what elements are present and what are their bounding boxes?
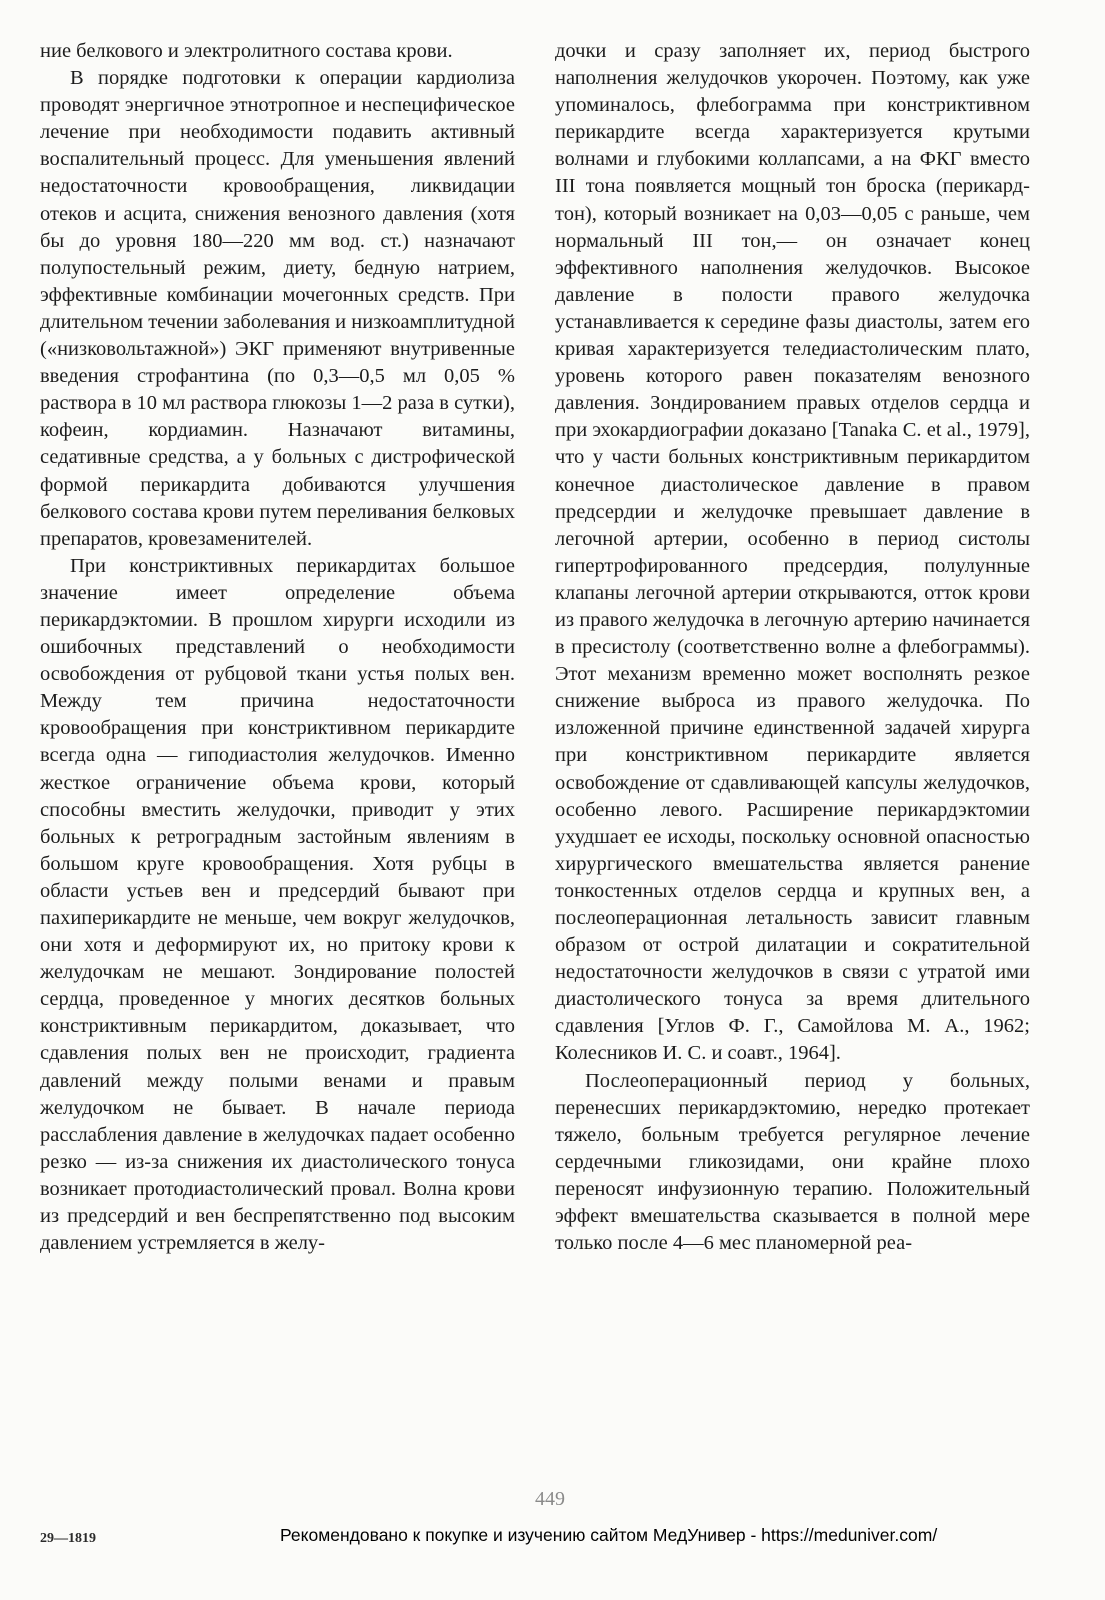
right-text-column bbox=[555, 38, 1030, 1257]
page-number: 449 bbox=[535, 1488, 565, 1510]
paragraph-continued-right: дочки и сразу заполняет их, период быстрого наполнения желудочков укорочен. Поэтому, как уже упоминалось, флебограмма при констриктивном перикардите всегда характеризуется крутыми волнами и глубокими коллапсами, а на ФКГ вместо III тона появляется мощный тон броска (перикард-тон), который возникает на 0,03—0,05 с раньше, чем нормальный III тон,— он означает конец эффективного наполнения желудочков. Высокое давление в полости правого желудочка устанавливается к середине фазы диастолы, затем его кривая характеризуется теледиастолическим плато, уровень которого равен показателям венозного давления. Зондированием правых отделов сердца и при эхокардиографии доказано [Tanaka C. et al., 1979], что у части больных констриктивным перикардитом конечное диастолическое давление в правом предсердии и желудочке превышает давление в легочной артерии, особенно в период систолы гипертрофированного предсердия, полулунные клапаны легочной артерии открываются, отток крови из правого желудочка в легочную артерию начинается в пресистолу (соответственно волне a флебограммы). Этот механизм временно может восполнять резкое снижение выброса из правого желудочка. По изложенной причине единственной задачей хирурга при констриктивном перикардите является освобождение от сдавливающей капсулы желудочков, особенно левого. Расширение перикардэктомии ухудшает ее исходы, поскольку основной опасностью хирургического вмешательства является ранение тонкостенных отделов сердца и крупных вен, а послеоперационная летальность зависит главным образом от острой дилатации и сократительной недостаточности желудочков в связи с утратой ими диастолического тонуса за время длительного сдавления [Углов Ф. Г., Самойлова М. А., 1962; Колесников И. С. и соавт., 1964]. bbox=[555, 40, 1030, 1065]
paragraph-continued: ние белкового и электролитного состава крови. bbox=[40, 40, 453, 62]
printer-signature: 29—1819 bbox=[40, 1531, 96, 1546]
paragraph-preparation: В порядке подготовки к операции кардиолиза проводят энергичное этнотропное и неспецифическое лечение при необходимости подавить активный воспалительный процесс. Для уменьшения явлений недостаточности кровообращения, ликвидации отеков и асцита, снижения венозного давления (хотя бы до уровня 180—220 мм вод. ст.) назначают полупостельный режим, диету, бедную натрием, эффективные комбинации мочегонных средств. При длительном течении заболевания и низкоамплитудной («низковольтажной») ЭКГ применяют внутривенные введения строфантина (по 0,3—0,5 мл 0,05 % раствора в 10 мл раствора глюкозы 1—2 раза в сутки), кофеин, кордиамин. Назначают витамины, седативные средства, а у больных с дистрофической формой перикардита добиваются улучшения белкового состава крови путем переливания белковых препаратов, кровезаменителей. bbox=[40, 67, 515, 550]
left-text-column bbox=[40, 38, 515, 1257]
watermark-footer: Рекомендовано к покупке и изучению сайтом МедУнивер - https://meduniver.com/ bbox=[280, 1525, 938, 1545]
paragraph-postoperative: Послеоперационный период у больных, перенесших перикардэктомию, нередко протекает тяжело, больным требуется регулярное лечение сердечными гликозидами, они крайне плохо переносят инфузионную терапию. Положительный эффект вмешательства сказывается в полной мере только после 4—6 мес планомерной реа- bbox=[555, 1069, 1030, 1255]
paragraph-constrictive: При констриктивных перикардитах большое значение имеет определение объема перикардэктомии. В прошлом хирурги исходили из ошибочных представлений о необходимости освобождения от рубцовой ткани устья полых вен. Между тем причина недостаточности кровообращения при констриктивном перикардите всегда одна — гиподиастолия желудочков. Именно жесткое ограничение объема крови, который способны вместить желудочки, приводит у этих больных к ретроградным застойным явлениям в большом круге кровообращения. Хотя рубцы в области устьев вен и предсердий бывают при пахиперикардите не меньше, чем вокруг желудочков, они хотя и деформируют их, но притоку крови к желудочкам не мешают. Зондирование полостей сердца, проведенное у многих десятков больных констриктивным перикардитом, доказывает, что сдавления полых вен не происходит, градиента давлений между полыми венами и правым желудочком не бывает. В начале периода расслабления давление в желудочках падает особенно резко — из-за снижения их диастолического тонуса возникает протодиастолический провал. Волна крови из предсердий и вен беспрепятственно под высоким давлением устремляется в желу- bbox=[40, 554, 515, 1255]
